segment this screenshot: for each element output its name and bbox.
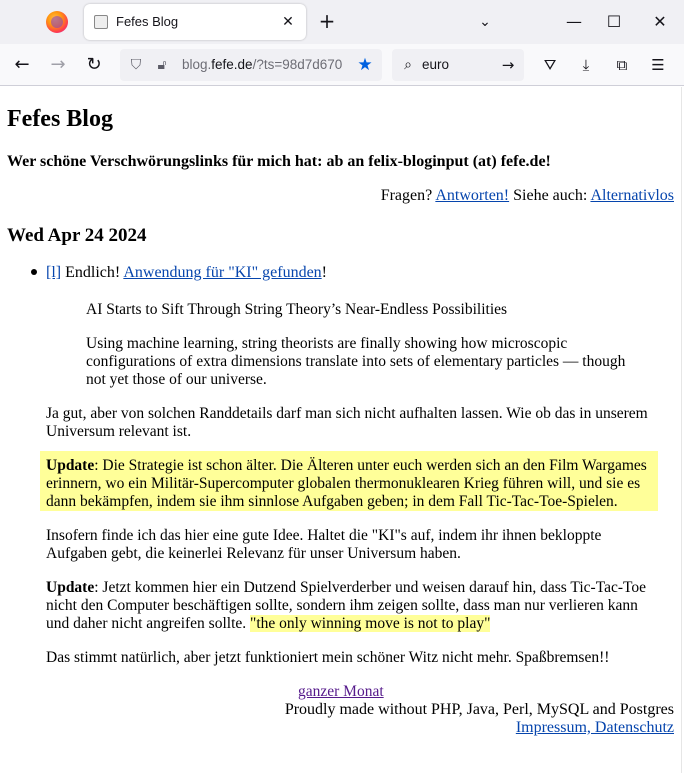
update-1-label: Update — [46, 457, 95, 474]
lock-icon[interactable]: 🔓︎ — [157, 57, 167, 73]
post-header — [46, 264, 327, 282]
answers-link[interactable]: Antworten! — [435, 187, 510, 204]
nav-line — [381, 187, 674, 205]
chevron-down-icon[interactable]: ⌄ — [479, 14, 491, 30]
url-bar[interactable] — [120, 49, 382, 81]
made-without-text: Proudly made without PHP, Java, Perl, MySQL and Postgres — [284, 701, 674, 718]
search-icon: ⌕ — [404, 57, 412, 73]
list-bullet — [31, 269, 37, 275]
page-content — [0, 87, 684, 773]
alternativlos-link[interactable]: Alternativlos — [590, 187, 674, 204]
pocket-icon[interactable]: ⛛ — [543, 56, 557, 74]
post-intro: Endlich! — [65, 264, 121, 281]
update-2 — [46, 579, 660, 633]
plus-icon[interactable]: + — [318, 9, 336, 33]
arrow-right-icon[interactable]: → — [501, 56, 515, 74]
update-2-label: Update — [46, 579, 95, 596]
tab-close-icon[interactable]: ✕ — [282, 14, 294, 30]
active-tab[interactable] — [84, 4, 306, 40]
tagline: Wer schöne Verschwörungslinks für mich hat: ab an felix-bloginput (at) fefe.de! — [7, 153, 551, 170]
nav-toolbar — [0, 44, 684, 86]
update-2-text: : Jetzt kommen hier ein Dutzend Spielverderber und weisen darauf hin, dass Tic-Tac-Toe nicht den Computer beschäftigen sollte, sondern ihm zeigen sollte, dass man nur verlieren kann und daher nicht angreifen sollte. — [46, 579, 647, 632]
firefox-icon[interactable] — [46, 11, 68, 33]
impressum-link[interactable]: Impressum, Datenschutz — [515, 719, 674, 736]
paragraph-1: Ja gut, aber von solchen Randdetails darf man sich nicht aufhalten lassen. Wie ob das in unserem Universum relevant ist. — [46, 405, 648, 440]
update-1-text: : Die Strategie ist schon älter. Die Älteren unter euch werden sich an den Film Wargames erinnern, wo ein Militär-Supercomputer globalen thermonuklearen Krieg führen will, und sie es dann bekämpfen, indem sie ihm sinnlose Aufgaben geben; in dem Fall Tic-Tac-Toe-Spielen. — [46, 457, 647, 510]
paragraph-3: Das stimmt natürlich, aber jetzt funktioniert mein schöner Witz nicht mehr. Spaßbremsen!! — [46, 649, 610, 666]
tab-strip — [0, 0, 684, 44]
url-text[interactable]: blog.fefe.de/?ts=98d7d670 — [182, 57, 343, 72]
window-close-icon[interactable]: ✕ — [653, 12, 667, 31]
reload-icon[interactable]: ↻ — [86, 54, 102, 75]
see-also-text: Siehe auch: — [513, 187, 588, 204]
post-after-link: ! — [321, 264, 327, 281]
month-link[interactable]: ganzer Monat — [298, 683, 384, 700]
permalink-link[interactable]: [l] — [46, 264, 62, 281]
shield-icon[interactable]: ⛉ — [130, 57, 142, 73]
extensions-icon[interactable]: ⧉ — [616, 56, 628, 74]
questions-text: Fragen? — [380, 187, 433, 204]
post-date: Wed Apr 24 2024 — [7, 225, 147, 246]
month-link-wrap — [298, 683, 384, 701]
tab-title: Fefes Blog — [116, 14, 179, 29]
star-icon[interactable]: ★ — [357, 55, 373, 75]
impressum-wrap — [516, 719, 674, 737]
search-input[interactable]: euro — [422, 57, 450, 72]
quote-body: Using machine learning, string theorists are finally showing how microscopic configurations of extra dimensions translate into sets of elementary particles — though not yet those of our universe. — [86, 335, 626, 388]
page-title: Fefes Blog — [7, 106, 113, 132]
paragraph-2: Insofern finde ich das hier eine gute Idee. Haltet die "KI"s auf, indem ihr ihnen bekloppte Aufgaben gebt, die keinerlei Relevanz für unser Universum haben. — [46, 527, 602, 562]
tab-favicon-icon — [94, 15, 108, 29]
update-1 — [46, 457, 654, 511]
search-bar[interactable] — [392, 49, 524, 81]
menu-icon[interactable]: ☰ — [651, 56, 665, 74]
maximize-icon[interactable]: ☐ — [606, 12, 622, 31]
back-icon[interactable]: ← — [14, 54, 30, 75]
forward-icon[interactable]: → — [50, 54, 66, 75]
download-icon[interactable]: ⤓ — [582, 56, 590, 74]
minimize-icon[interactable]: — — [566, 12, 582, 31]
post-link[interactable]: Anwendung für "KI" gefunden — [123, 264, 322, 281]
update-2-quote: "the only winning move is not to play" — [250, 615, 491, 632]
scrollbar[interactable] — [681, 87, 682, 773]
quote-title: AI Starts to Sift Through String Theory’s Near-Endless Possibilities — [86, 301, 508, 318]
